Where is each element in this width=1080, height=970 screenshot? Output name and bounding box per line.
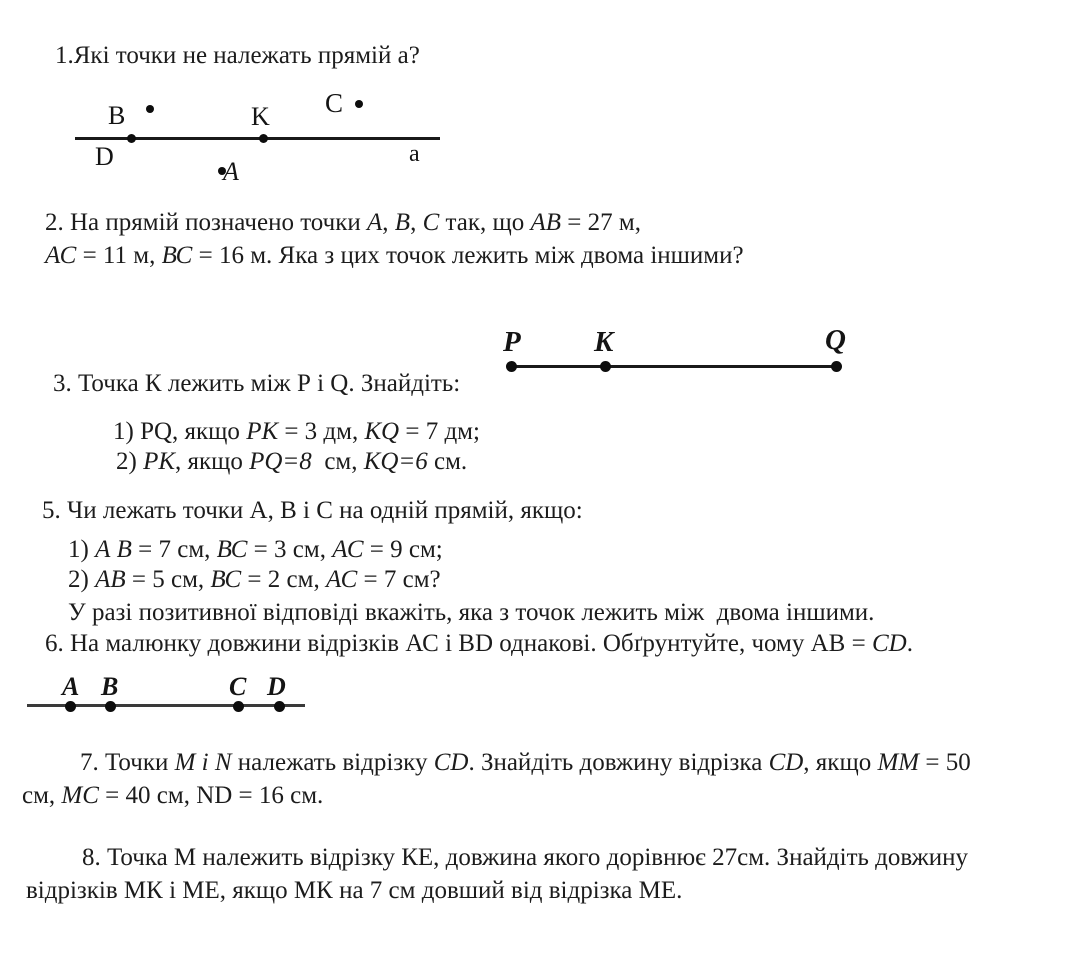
problem-3-title: 3. Точка К лежить між Р і Q. Знайдіть: [53, 370, 461, 397]
problem-6-text: 6. На малюнку довжини відрізків АС і BD однакові. Обґрунтуйте, чому АВ = CD. [45, 630, 913, 657]
problem-7-text-line2: см, МС = 40 см, ND = 16 см. [22, 782, 324, 809]
point-label-b: B [108, 101, 126, 130]
line-a-name-label: a [409, 141, 420, 167]
problem-7-text-line1: 7. Точки М і N належать відрізку CD. Знайдіть довжину відрізка CD, якщо ММ = 50 [80, 749, 971, 776]
problem-5-title: 5. Чи лежать точки А, В і С на одній прямій, якщо: [42, 497, 583, 524]
point-label-d: D [95, 142, 114, 171]
point-label-k2: K [594, 326, 614, 358]
problem-3-item1: 1) PQ, якщо РК = 3 дм, КQ = 7 дм; [113, 418, 480, 445]
point-dot-q [831, 361, 842, 372]
problem-2-text-line1: 2. На прямій позначено точки А, В, С так, що АВ = 27 м, [45, 209, 641, 236]
point-dot-p [506, 361, 517, 372]
point-dot-c [355, 100, 363, 108]
point-dot-b [146, 105, 154, 113]
point-dot-k [259, 134, 268, 143]
point-label-a: A [223, 157, 239, 186]
point-label-q: Q [825, 324, 846, 356]
problem-5-item1: 1) А В = 7 см, ВС = 3 см, АС = 9 см; [68, 536, 443, 563]
point-dot-k2 [600, 361, 611, 372]
point-dot-b2 [105, 701, 116, 712]
point-dot-a2 [65, 701, 76, 712]
point-label-a2: A [62, 672, 80, 701]
point-label-p: P [503, 326, 521, 358]
point-dot-d [127, 134, 136, 143]
point-label-d2: D [267, 672, 286, 701]
problem-8-text-line1: 8. Точка М належить відрізку КЕ, довжина якого дорівнює 27см. Знайдіть довжину [82, 844, 968, 871]
problem-3-item2: 2) РК, якщо PQ=8 см, КQ=6 см. [116, 448, 468, 475]
point-dot-d2 [274, 701, 285, 712]
problem-8-text-line2: відрізків МК і МЕ, якщо МК на 7 см довший від відрізка МЕ. [26, 877, 683, 904]
problem-5-note: У разі позитивної відповіді вкажіть, яка з точок лежить між двома іншими. [68, 599, 875, 626]
problem-2-text-line2: АС = 11 м, ВС = 16 м. Яка з цих точок лежить між двома іншими? [45, 242, 744, 269]
point-label-c: C [325, 88, 344, 118]
point-label-k: K [251, 102, 270, 131]
point-dot-c2 [233, 701, 244, 712]
point-label-c2: C [229, 672, 247, 701]
point-label-b2: B [101, 672, 119, 701]
problem-5-item2: 2) АВ = 5 см, ВС = 2 см, АС = 7 см? [68, 566, 441, 593]
segment-pq [512, 365, 838, 368]
problem-1-title: 1.Які точки не належать прямій а? [55, 42, 420, 69]
